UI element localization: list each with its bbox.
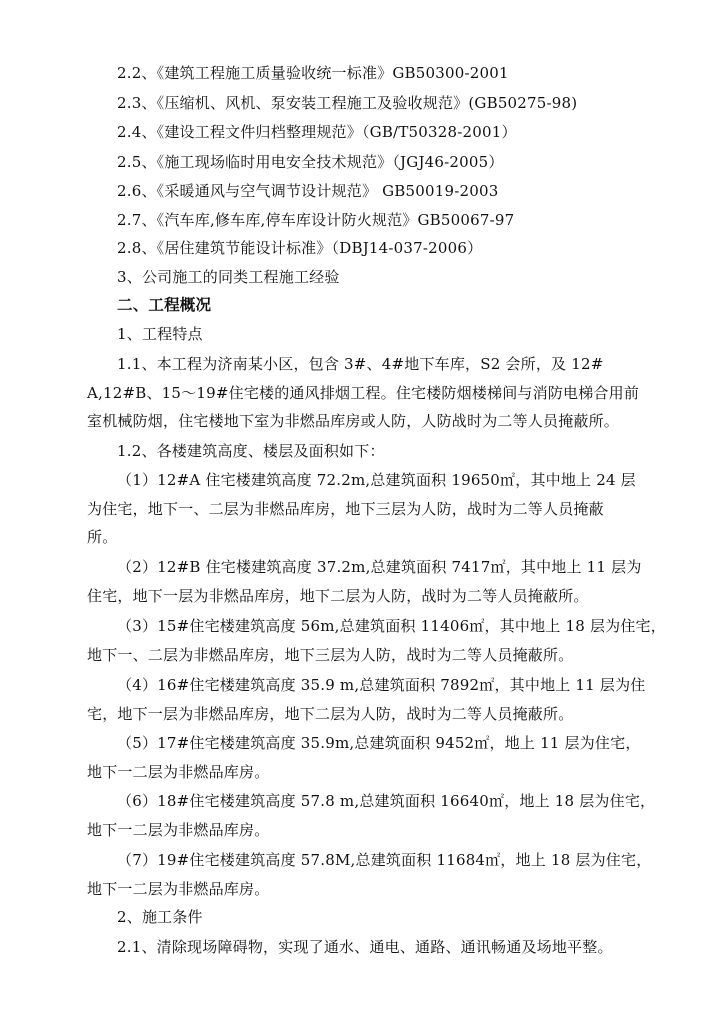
building-5-line-2: 地下一二层为非燃品库房。 <box>87 763 270 781</box>
basis-item-3: 3、公司施工的同类工程施工经验 <box>117 268 340 286</box>
building-2-line-2: 住宅，地下一层为非燃品库房，地下二层为人防，战时为二等人员掩蔽所。 <box>87 587 589 605</box>
building-6-line-1: （6）18#住宅楼建筑高度 57.8 m,总建筑面积 16640㎡，地上 18 层为住宅， <box>117 792 656 810</box>
standard-item-2-8: 2.8、《居住建筑节能设计标准》（DBJ14-037-2006） <box>117 239 483 257</box>
subsection-heading: 1、工程特点 <box>117 325 203 343</box>
building-3-line-1: （3）15#住宅楼建筑高度 56m,总建筑面积 11406㎡，其中地上 18 层为住宅， <box>117 617 666 635</box>
paragraph-2-1: 2.1、清除现场障碍物，实现了通水、通电、通路、通讯畅通及场地平整。 <box>117 938 613 956</box>
building-4-line-2: 宅，地下一层为非燃品库房，地下二层为人防，战时为二等人员掩蔽所。 <box>87 705 574 723</box>
building-7-line-1: （7）19#住宅楼建筑高度 57.8M,总建筑面积 11684㎡，地上 18 层为住宅， <box>117 851 652 869</box>
standard-item-2-2: 2.2、《建筑工程施工质量验收统一标准》GB50300-2001 <box>117 64 509 82</box>
standard-item-2-5: 2.5、《施工现场临时用电安全技术规范》（JGJ46-2005） <box>117 153 504 171</box>
building-7-line-2: 地下一二层为非燃品库房。 <box>87 880 270 898</box>
section-heading: 二、工程概况 <box>117 296 212 314</box>
building-5-line-1: （5）17#住宅楼建筑高度 35.9m,总建筑面积 9452㎡，地上 11 层为住宅， <box>117 734 641 752</box>
standard-item-2-3: 2.3、《压缩机、风机、泵安装工程施工及验收规范》(GB50275-98) <box>117 94 578 112</box>
standard-item-2-7: 2.7、《汽车库,修车库,停车库设计防火规范》GB50067-97 <box>117 211 515 229</box>
standard-item-2-4: 2.4、《建设工程文件归档整理规范》（GB/T50328-2001） <box>117 123 517 141</box>
building-4-line-1: （4）16#住宅楼建筑高度 35.9 m,总建筑面积 7892㎡，其中地上 11 层为住 <box>117 676 646 694</box>
paragraph-1-1-line-3: 室机械防烟，住宅楼地下室为非燃品库房或人防，人防战时为二等人员掩蔽所。 <box>87 412 620 430</box>
building-3-line-2: 地下一、二层为非燃品库房，地下三层为人防，战时为二等人员掩蔽所。 <box>87 646 574 664</box>
building-6-line-2: 地下一二层为非燃品库房。 <box>87 821 270 839</box>
paragraph-1-1-line-1: 1.1、本工程为济南某小区，包含 3#、4#地下车库，S2 会所，及 12# <box>117 355 604 373</box>
subsection-heading-2: 2、施工条件 <box>117 908 203 926</box>
building-1-line-2: 为住宅，地下一、二层为非燃品库房，地下三层为人防，战时为二等人员掩蔽 <box>87 500 604 518</box>
paragraph-1-2: 1.2、各楼建筑高度、楼层及面积如下： <box>117 442 385 460</box>
paragraph-1-1-line-2: A,12#B、15～19#住宅楼的通风排烟工程。住宅楼防烟楼梯间与消防电梯合用前 <box>87 384 640 402</box>
standard-item-2-6: 2.6、《采暖通风与空气调节设计规范》 GB50019-2003 <box>117 182 499 200</box>
building-1-line-3: 所。 <box>87 528 118 546</box>
building-2-line-1: （2）12#B 住宅楼建筑高度 37.2m,总建筑面积 7417㎡，其中地上 11 层为 <box>117 558 642 576</box>
building-1-line-1: （1）12#A 住宅楼建筑高度 72.2m,总建筑面积 19650㎡，其中地上 24 层 <box>117 471 636 489</box>
